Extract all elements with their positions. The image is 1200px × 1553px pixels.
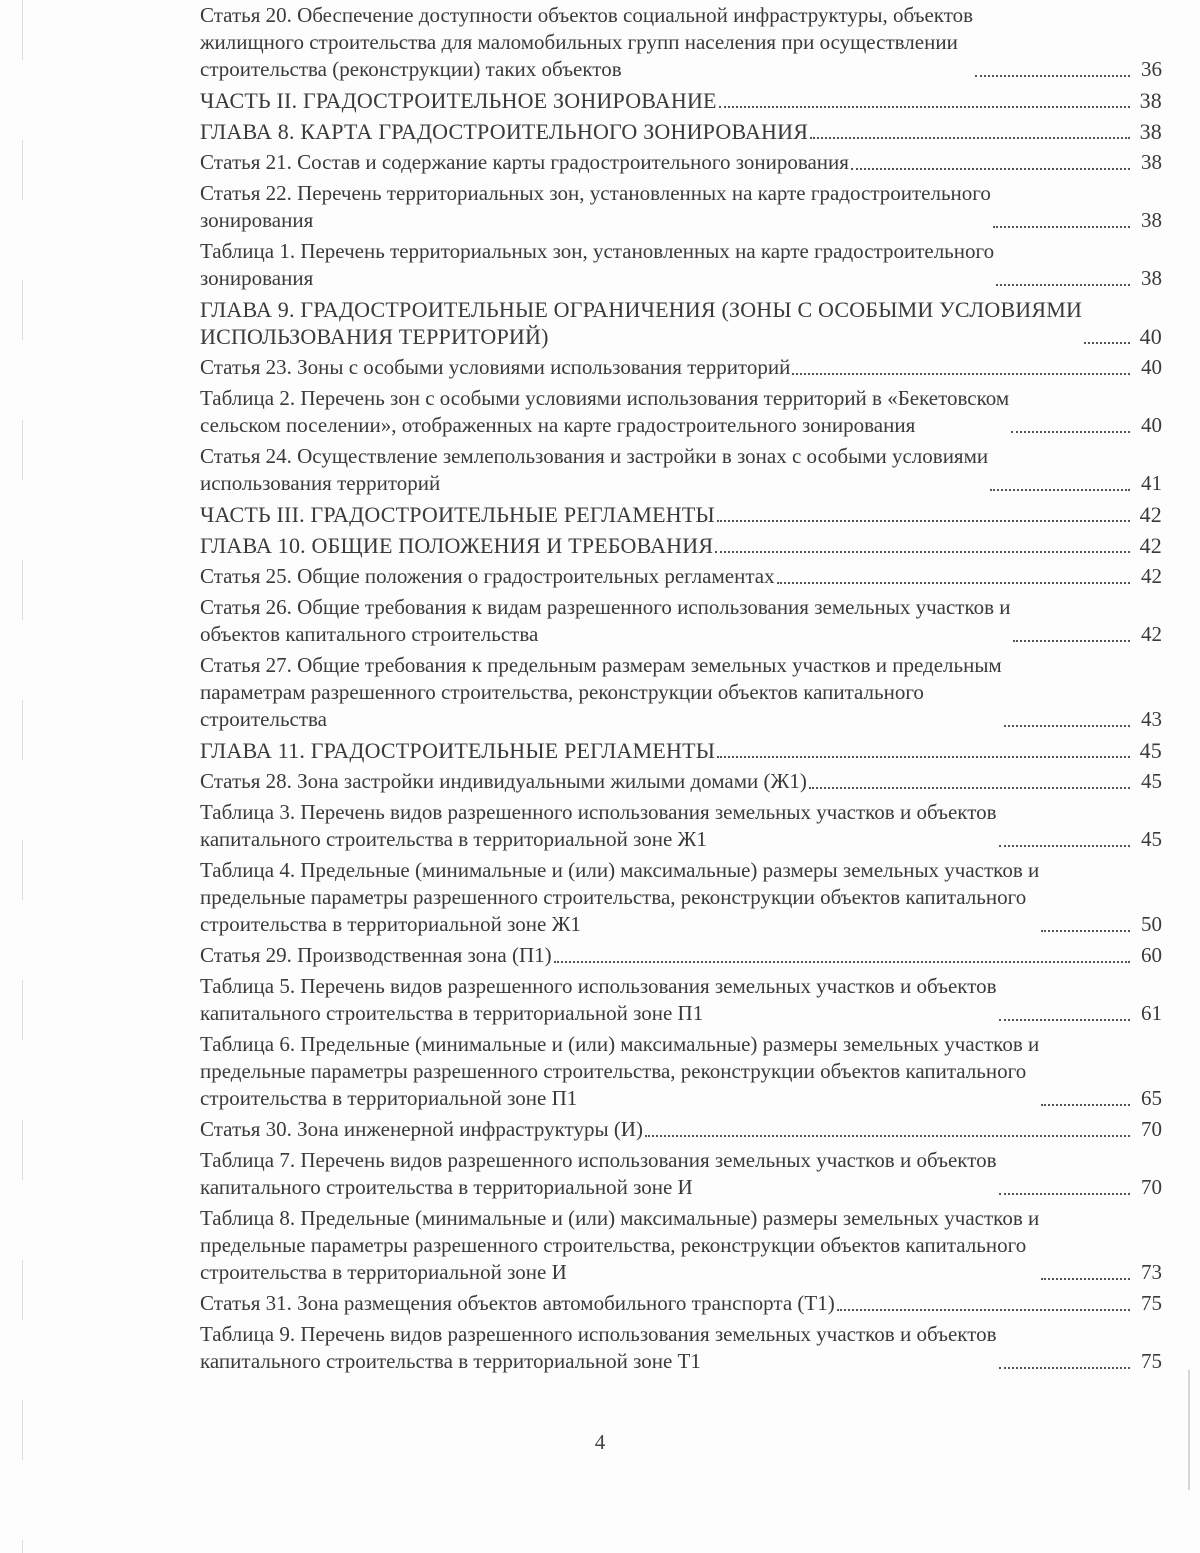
toc-entry-page: 75 bbox=[1141, 1291, 1162, 1315]
toc-dot-leader bbox=[777, 581, 1130, 584]
toc-dot-leader bbox=[1041, 1277, 1130, 1280]
toc-entry-page: 42 bbox=[1141, 622, 1162, 646]
toc-dot-leader bbox=[1004, 724, 1130, 727]
toc-entry bbox=[200, 652, 1162, 733]
toc-dot-leader bbox=[809, 786, 1130, 789]
toc-entry-title: Статья 28. Зона застройки индивидуальными жилыми домами (Ж1) bbox=[200, 769, 807, 793]
toc-entry bbox=[200, 1321, 1162, 1375]
toc-entry-title: Статья 22. Перечень территориальных зон, установленных на карте градостроительного зонирования bbox=[200, 181, 991, 232]
toc-entry-title: Статья 21. Состав и содержание карты градостроительного зонирования bbox=[200, 150, 849, 174]
toc-entry-page: 38 bbox=[1141, 208, 1162, 232]
toc-entry-title: Таблица 4. Предельные (минимальные и (или) максимальные) размеры земельных участков и предельные параметры разрешенного строительства, реконструкции объектов капитального строительства в территориальной зоне Ж1 bbox=[200, 858, 1040, 936]
toc-entry-title: ЧАСТЬ II. ГРАДОСТРОИТЕЛЬНОЕ ЗОНИРОВАНИЕ bbox=[200, 88, 717, 113]
toc-entry-page: 38 bbox=[1141, 150, 1162, 174]
toc-entry bbox=[200, 594, 1162, 648]
toc-entry-page: 73 bbox=[1141, 1260, 1162, 1284]
toc-entry-page: 70 bbox=[1141, 1117, 1162, 1141]
toc-entry-page: 38 bbox=[1141, 266, 1162, 290]
toc-entry bbox=[200, 799, 1162, 853]
toc-entry bbox=[200, 563, 1162, 590]
toc-entry bbox=[200, 501, 1162, 528]
toc-dot-leader bbox=[975, 74, 1130, 77]
toc-entry bbox=[200, 385, 1162, 439]
toc-entry-title: ГЛАВА 9. ГРАДОСТРОИТЕЛЬНЫЕ ОГРАНИЧЕНИЯ (ЗОНЫ С ОСОБЫМИ УСЛОВИЯМИ ИСПОЛЬЗОВАНИЯ ТЕРРИТОРИЙ) bbox=[200, 297, 1083, 349]
toc-entry-title: Таблица 1. Перечень территориальных зон, установленных на карте градостроительного зонирования bbox=[200, 239, 995, 290]
toc-dot-leader bbox=[990, 488, 1130, 491]
toc-entry bbox=[200, 87, 1162, 114]
toc-entry-page: 50 bbox=[1141, 912, 1162, 936]
toc-entry-page: 42 bbox=[1139, 533, 1162, 558]
toc-entry bbox=[200, 1290, 1162, 1317]
toc-entry bbox=[200, 768, 1162, 795]
toc-dot-leader bbox=[996, 283, 1130, 286]
toc-dot-leader bbox=[1084, 341, 1130, 344]
toc-entry bbox=[200, 238, 1162, 292]
toc-dot-leader bbox=[715, 550, 1130, 553]
toc-entry bbox=[200, 1205, 1162, 1286]
toc-entry-page: 38 bbox=[1139, 88, 1162, 113]
toc-entry-page: 75 bbox=[1141, 1349, 1162, 1373]
toc-entry bbox=[200, 354, 1162, 381]
table-of-contents bbox=[200, 2, 1162, 1379]
toc-dot-leader bbox=[1013, 639, 1130, 642]
toc-dot-leader bbox=[837, 1308, 1130, 1311]
toc-entry-page: 40 bbox=[1141, 355, 1162, 379]
toc-entry-page: 65 bbox=[1141, 1086, 1162, 1110]
toc-dot-leader bbox=[719, 105, 1130, 108]
toc-dot-leader bbox=[810, 136, 1130, 139]
toc-entry-title: ЧАСТЬ III. ГРАДОСТРОИТЕЛЬНЫЕ РЕГЛАМЕНТЫ bbox=[200, 502, 715, 527]
toc-entry-title: Таблица 9. Перечень видов разрешенного использования земельных участков и объектов капитального строительства в территориальной зоне Т1 bbox=[200, 1322, 997, 1373]
toc-dot-leader bbox=[1041, 929, 1130, 932]
toc-entry-title: Статья 25. Общие положения о градостроительных регламентах bbox=[200, 564, 775, 588]
toc-entry-page: 61 bbox=[1141, 1001, 1162, 1025]
toc-entry-title: Статья 30. Зона инженерной инфраструктуры (И) bbox=[200, 1117, 643, 1141]
toc-entry-title: Статья 20. Обеспечение доступности объектов социальной инфраструктуры, объектов жилищного строительства для маломобильных групп населения при осуществлении строительства (реконструкции) таких объектов bbox=[200, 3, 974, 81]
toc-entry bbox=[200, 1031, 1162, 1112]
toc-dot-leader bbox=[851, 167, 1130, 170]
toc-dot-leader bbox=[1041, 1103, 1130, 1106]
toc-entry-title: Таблица 2. Перечень зон с особыми условиями использования территорий в «Бекетовском сельском поселении», отображенных на карте градостроительного зонирования bbox=[200, 386, 1010, 437]
toc-entry-page: 60 bbox=[1141, 943, 1162, 967]
toc-dot-leader bbox=[554, 960, 1130, 963]
toc-entry-page: 43 bbox=[1141, 707, 1162, 731]
toc-dot-leader bbox=[1011, 430, 1130, 433]
toc-entry-page: 45 bbox=[1139, 738, 1162, 763]
toc-entry-title: Статья 26. Общие требования к видам разрешенного использования земельных участков и объектов капитального строительства bbox=[200, 595, 1011, 646]
toc-dot-leader bbox=[717, 755, 1130, 758]
toc-dot-leader bbox=[999, 1366, 1130, 1369]
toc-entry-title: Таблица 3. Перечень видов разрешенного использования земельных участков и объектов капитального строительства в территориальной зоне Ж1 bbox=[200, 800, 997, 851]
toc-entry-page: 45 bbox=[1141, 769, 1162, 793]
toc-entry-title: Статья 24. Осуществление землепользования и застройки в зонах с особыми условиями использования территорий bbox=[200, 444, 989, 495]
toc-entry-title: Таблица 7. Перечень видов разрешенного использования земельных участков и объектов капитального строительства в территориальной зоне И bbox=[200, 1148, 997, 1199]
toc-entry-page: 70 bbox=[1141, 1175, 1162, 1199]
toc-entry-title: Таблица 8. Предельные (минимальные и (или) максимальные) размеры земельных участков и предельные параметры разрешенного строительства, реконструкции объектов капитального строительства в территориальной зоне И bbox=[200, 1206, 1040, 1284]
toc-entry-page: 38 bbox=[1139, 119, 1162, 144]
toc-entry-page: 40 bbox=[1141, 413, 1162, 437]
toc-entry-title: Статья 31. Зона размещения объектов автомобильного транспорта (Т1) bbox=[200, 1291, 835, 1315]
toc-entry bbox=[200, 737, 1162, 764]
toc-dot-leader bbox=[999, 1192, 1130, 1195]
toc-entry bbox=[200, 1116, 1162, 1143]
toc-entry bbox=[200, 1147, 1162, 1201]
toc-entry bbox=[200, 942, 1162, 969]
toc-dot-leader bbox=[999, 844, 1130, 847]
toc-entry-page: 42 bbox=[1141, 564, 1162, 588]
toc-entry bbox=[200, 180, 1162, 234]
toc-entry bbox=[200, 149, 1162, 176]
toc-entry bbox=[200, 857, 1162, 938]
toc-entry-title: Статья 27. Общие требования к предельным размерам земельных участков и предельным параметрам разрешенного строительства, реконструкции объектов капитального строительства bbox=[200, 653, 1002, 731]
toc-entry bbox=[200, 296, 1162, 350]
toc-entry-page: 42 bbox=[1139, 502, 1162, 527]
toc-entry-page: 45 bbox=[1141, 827, 1162, 851]
toc-entry-title: Таблица 5. Перечень видов разрешенного использования земельных участков и объектов капитального строительства в территориальной зоне П1 bbox=[200, 974, 997, 1025]
toc-entry-title: ГЛАВА 10. ОБЩИЕ ПОЛОЖЕНИЯ И ТРЕБОВАНИЯ bbox=[200, 533, 714, 558]
toc-entry-title: ГЛАВА 8. КАРТА ГРАДОСТРОИТЕЛЬНОГО ЗОНИРОВАНИЯ bbox=[200, 119, 809, 144]
toc-entry-page: 41 bbox=[1141, 471, 1162, 495]
toc-entry-page: 36 bbox=[1141, 57, 1162, 81]
toc-entry bbox=[200, 973, 1162, 1027]
toc-dot-leader bbox=[792, 372, 1130, 375]
toc-dot-leader bbox=[645, 1134, 1130, 1137]
toc-entry-page: 40 bbox=[1139, 324, 1162, 349]
toc-entry-title: Статья 23. Зоны с особыми условиями использования территорий bbox=[200, 355, 791, 379]
page-number: 4 bbox=[594, 1430, 606, 1454]
toc-dot-leader bbox=[717, 519, 1130, 522]
toc-entry bbox=[200, 532, 1162, 559]
toc-entry-title: ГЛАВА 11. ГРАДОСТРОИТЕЛЬНЫЕ РЕГЛАМЕНТЫ bbox=[200, 738, 716, 763]
toc-entry-title: Статья 29. Производственная зона (П1) bbox=[200, 943, 552, 967]
toc-entry bbox=[200, 118, 1162, 145]
toc-dot-leader bbox=[999, 1018, 1130, 1021]
toc-entry bbox=[200, 443, 1162, 497]
toc-entry-title: Таблица 6. Предельные (минимальные и (или) максимальные) размеры земельных участков и предельные параметры разрешенного строительства, реконструкции объектов капитального строительства в территориальной зоне П1 bbox=[200, 1032, 1040, 1110]
toc-dot-leader bbox=[993, 225, 1130, 228]
scan-edge-left bbox=[22, 0, 23, 1553]
toc-entry bbox=[200, 2, 1162, 83]
